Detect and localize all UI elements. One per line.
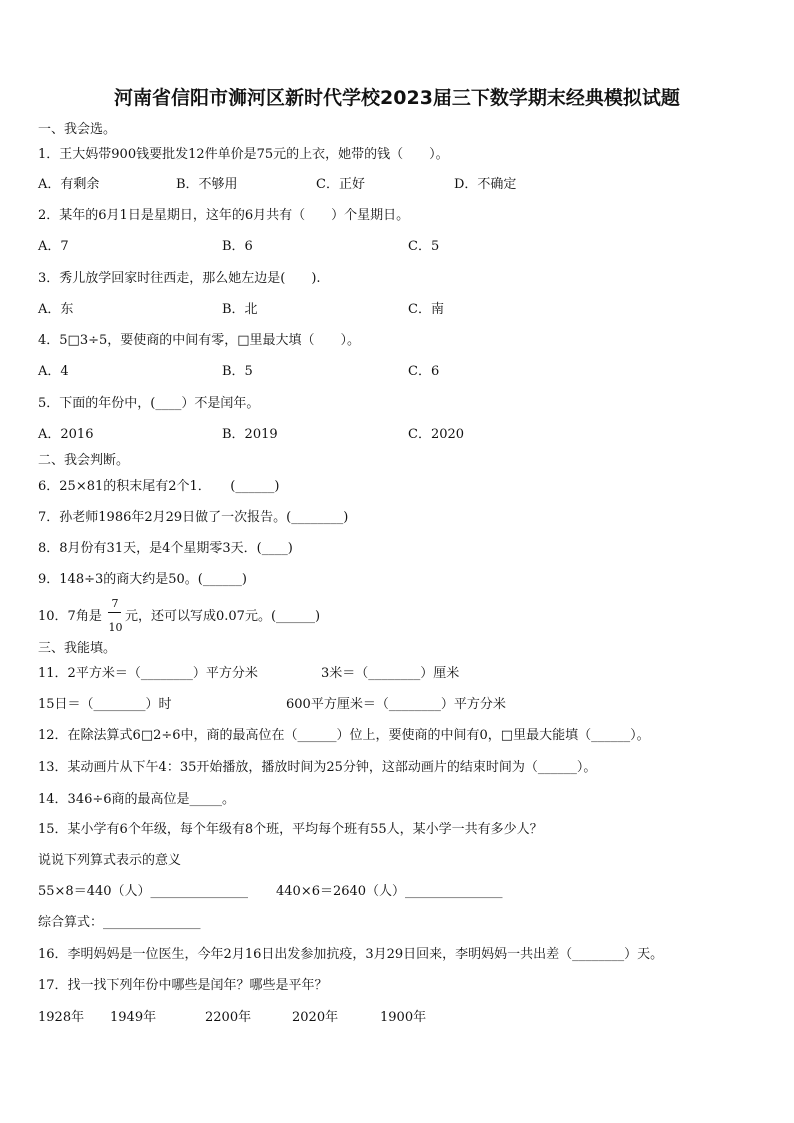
- q5-option-c: C．2020: [408, 427, 465, 442]
- q3-option-b: B．北: [222, 302, 258, 317]
- question-11-part-2: 3米＝（________）厘米: [321, 666, 460, 681]
- question-17: 17．找一找下列年份中哪些是闰年？哪些是平年？: [38, 978, 328, 993]
- question-15-combined: 综合算式：_______________: [38, 915, 201, 930]
- question-10-suffix: 元，还可以写成0.07元。(______): [125, 609, 321, 624]
- q3-option-c: C．南: [408, 302, 444, 317]
- year-1949: 1949年: [110, 1010, 157, 1025]
- page-title: 河南省信阳市浉河区新时代学校2023届三下数学期末经典模拟试题: [114, 87, 680, 109]
- question-15: 15．某小学有6个年级，每个年级有8个班，平均每个班有55人，某小学一共有多少人？: [38, 822, 543, 837]
- q1-option-c: C．正好: [316, 177, 365, 192]
- q5-option-b: B．2019: [222, 427, 278, 442]
- q1-option-b: B．不够用: [176, 177, 238, 192]
- q2-option-b: B．6: [222, 239, 253, 254]
- question-11-part-4: 600平方厘米＝（________）平方分米: [286, 697, 506, 712]
- fraction-bar: [108, 612, 121, 613]
- question-5: 5．下面的年份中，(____）不是闰年。: [38, 396, 260, 411]
- question-13: 13．某动画片从下午4：35开始播放，播放时间为25分钟，这部动画片的结束时间为（______）。: [38, 760, 597, 775]
- fraction-numerator: 7: [111, 597, 119, 610]
- section-heading-choice: 一、我会选。: [38, 122, 117, 137]
- question-4: 4．5□3÷5，要使商的中间有零，□里最大填（ ）。: [38, 333, 361, 348]
- year-1900: 1900年: [380, 1010, 427, 1025]
- question-16: 16．李明妈妈是一位医生，今年2月16日出发参加抗疫，3月29日回来，李明妈妈一共出差（________）天。: [38, 947, 664, 962]
- q4-option-a: A．4: [38, 364, 69, 379]
- q3-option-a: A．东: [38, 302, 74, 317]
- q2-option-a: A．7: [38, 239, 69, 254]
- q2-option-c: C．5: [408, 239, 440, 254]
- question-12: 12．在除法算式6□2÷6中，商的最高位在（______）位上，要使商的中间有0，□里最大能填（______）。: [38, 728, 650, 743]
- question-10-prefix: 10．7角是: [38, 609, 102, 624]
- section-heading-fill: 三、我能填。: [38, 641, 117, 656]
- question-15-expression-1: 55×8＝440（人）_______________: [38, 884, 249, 899]
- q4-option-c: C．6: [408, 364, 440, 379]
- question-1: 1．王大妈带900钱要批发12件单价是75元的上衣，她带的钱（ ）。: [38, 147, 449, 162]
- q4-option-b: B．5: [222, 364, 253, 379]
- question-11-part-3: 15日＝（________）时: [38, 697, 172, 712]
- q1-option-a: A．有剩余: [38, 177, 100, 192]
- question-9: 9．148÷3的商大约是50。(______): [38, 572, 247, 587]
- question-15-expression-2: 440×6＝2640（人）_______________: [276, 884, 503, 899]
- question-3: 3．秀儿放学回家时往西走，那么她左边是( ).: [38, 271, 321, 286]
- question-8: 8．8月份有31天，是4个星期零3天．(____): [38, 541, 293, 556]
- question-14: 14．346÷6商的最高位是_____。: [38, 792, 236, 807]
- q5-option-a: A．2016: [38, 427, 94, 442]
- year-1928: 1928年: [38, 1010, 85, 1025]
- year-2020: 2020年: [292, 1010, 339, 1025]
- question-6: 6．25×81的积末尾有2个1． (______): [38, 479, 280, 494]
- fraction-denominator: 10: [108, 621, 123, 634]
- year-2200: 2200年: [205, 1010, 252, 1025]
- question-11-part-1: 11．2平方米＝（________）平方分米: [38, 666, 258, 681]
- question-7: 7．孙老师1986年2月29日做了一次报告。(________): [38, 510, 349, 525]
- question-2: 2．某年的6月1日是星期日，这年的6月共有（ ）个星期日。: [38, 208, 410, 223]
- section-heading-judge: 二、我会判断。: [38, 453, 130, 468]
- q1-option-d: D．不确定: [454, 177, 517, 192]
- question-15-instruction: 说说下列算式表示的意义: [38, 853, 182, 868]
